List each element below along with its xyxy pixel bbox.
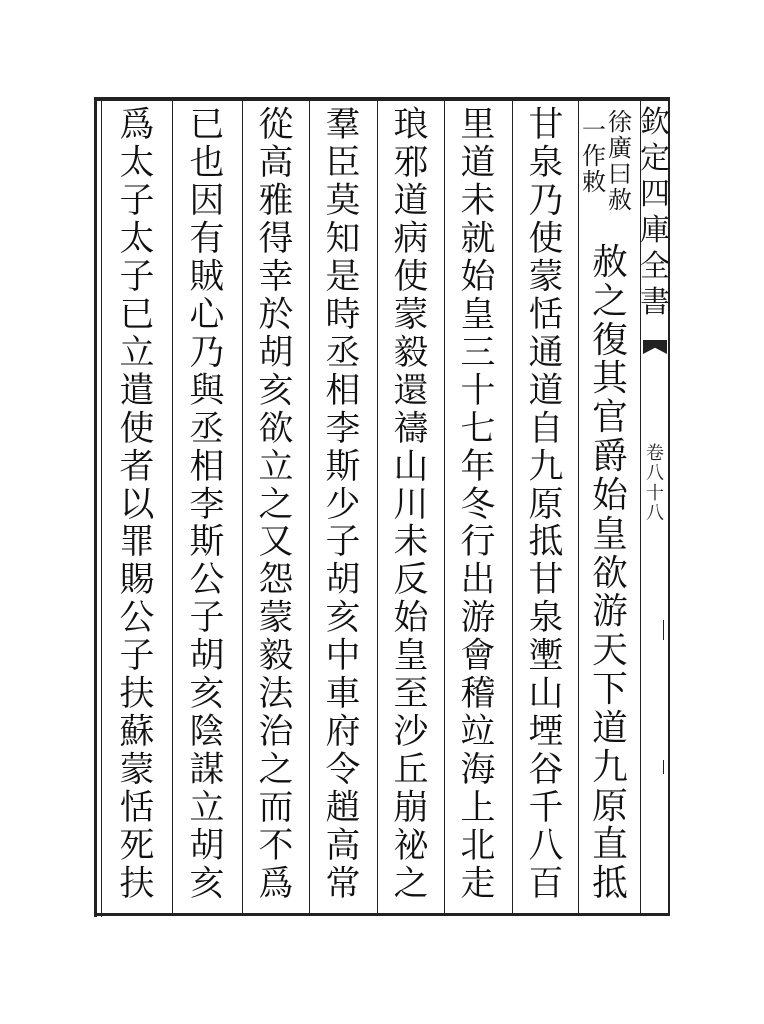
column-char: 已 [119,294,155,335]
column-char: 怨 [258,560,294,601]
margin-juan-char: 卷 [646,443,664,464]
column-char: 甘 [528,560,564,601]
column-char: 少 [325,484,361,525]
column-char: 蒙 [393,294,429,335]
column-char: 冬 [460,484,496,525]
column-char: 通 [528,332,564,373]
margin-juan-char: 八 [646,463,664,484]
column-char: 心 [189,294,225,335]
column-char: 稽 [460,674,496,715]
column-char: 游 [592,591,628,633]
column-divider [242,101,243,913]
column-char: 年 [460,446,496,487]
column-char: 是 [325,256,361,297]
column-char: 之 [592,280,628,322]
column-char: 欲 [258,408,294,449]
note-char: 赦 [608,186,632,214]
column-char: 相 [325,370,361,411]
column-char: 從 [258,105,294,145]
column-char: 謀 [189,750,225,791]
column-char: 北 [460,826,496,867]
column-char: 泉 [528,598,564,639]
column-char: 道 [393,180,429,221]
column-char: 爲 [119,105,155,145]
column-char: 里 [460,105,496,145]
column-char: 山 [528,674,564,715]
margin-title-char: 書 [640,285,670,320]
column-char: 高 [258,142,294,183]
note-char: 徐 [608,108,632,136]
column-char: 九 [528,446,564,487]
column-char: 恬 [119,788,155,829]
column-char: 至 [393,674,429,715]
column-char: 亥 [189,864,225,905]
column-char: 扶 [119,674,155,715]
column-char: 子 [119,636,155,677]
column-char: 其 [592,358,628,400]
column-char: 壍 [528,636,564,677]
column-char: 因 [189,180,225,221]
column-char: 知 [325,218,361,259]
column-char: 甘 [528,105,564,145]
column-char: 而 [258,788,294,829]
column-char: 恬 [528,294,564,335]
column-char: 川 [393,484,429,525]
column-char: 乃 [528,180,564,221]
column-char: 胡 [325,560,361,601]
margin-tick [663,760,664,774]
frame-bottom-rule [95,913,670,916]
column-char: 幸 [258,256,294,297]
column-char: 使 [393,256,429,297]
column-char: 相 [189,446,225,487]
column-char: 原 [592,785,628,827]
column-char: 山 [393,446,429,487]
column-char: 之 [258,750,294,791]
column-char: 立 [189,788,225,829]
column-char: 治 [258,712,294,753]
column-divider [172,101,173,913]
column-char: 毅 [258,636,294,677]
column-char: 道 [528,370,564,411]
column-char: 亥 [189,674,225,715]
column-char: 趙 [325,788,361,829]
column-char: 賜 [119,560,155,601]
column-char: 谷 [528,750,564,791]
column-char: 子 [119,180,155,221]
column-char: 九 [592,746,628,788]
column-char: 丞 [189,408,225,449]
column-divider [444,101,445,913]
column-char: 道 [460,142,496,183]
column-char: 又 [258,522,294,563]
note-char: 一 [582,116,606,144]
column-char: 斯 [325,446,361,487]
column-char: 子 [189,598,225,639]
column-char: 臣 [325,142,361,183]
column-char: 下 [592,669,628,711]
column-char: 於 [258,294,294,335]
column-char: 還 [393,370,429,411]
column-char: 行 [460,522,496,563]
column-char: 高 [325,826,361,867]
margin-title-char: 全 [640,249,670,284]
note-char: 作 [582,142,606,170]
column-char: 爵 [592,436,628,478]
column-char: 子 [119,256,155,297]
column-char: 禱 [393,408,429,449]
column-char: 與 [189,370,225,411]
column-char: 立 [119,332,155,373]
margin-title-char: 庫 [640,213,670,248]
column-char: 八 [528,826,564,867]
frame-left-rule-outer [94,97,97,917]
column-char: 死 [119,826,155,867]
column-char: 使 [528,218,564,259]
column-char: 中 [325,636,361,677]
column-char: 千 [528,788,564,829]
column-divider [512,101,513,913]
column-char: 皇 [592,513,628,555]
column-char: 太 [119,218,155,259]
margin-title-char: 定 [640,141,670,176]
column-char: 遣 [119,370,155,411]
column-char: 海 [460,750,496,791]
column-char: 始 [592,474,628,516]
column-char: 賊 [189,256,225,297]
column-char: 百 [528,864,564,905]
column-char: 亥 [325,598,361,639]
column-char: 斯 [189,522,225,563]
column-char: 之 [393,864,429,905]
column-char: 毅 [393,332,429,373]
column-char: 赦 [592,242,628,283]
column-char: 七 [460,408,496,449]
column-char: 道 [592,707,628,749]
column-char: 未 [460,180,496,221]
column-char: 直 [592,824,628,866]
column-char: 游 [460,598,496,639]
frame-left-rule-inner [101,97,102,917]
column-char: 始 [393,598,429,639]
column-divider [309,101,310,913]
column-char: 出 [460,560,496,601]
column-char: 抵 [528,522,564,563]
column-char: 原 [528,484,564,525]
column-char: 欲 [592,552,628,594]
column-char: 子 [325,522,361,563]
fish-tail-mark [643,340,667,354]
column-char: 有 [189,218,225,259]
column-char: 胡 [258,332,294,373]
column-char: 太 [119,142,155,183]
margin-tick [663,620,664,640]
column-char: 公 [119,598,155,639]
note-char: 廣 [608,134,632,162]
column-char: 府 [325,712,361,753]
column-char: 爲 [258,864,294,905]
column-char: 雅 [258,180,294,221]
margin-title-char: 四 [640,177,670,212]
column-char: 李 [189,484,225,525]
column-char: 堙 [528,712,564,753]
column-char: 法 [258,674,294,715]
column-char: 竝 [460,712,496,753]
column-char: 以 [119,484,155,525]
column-char: 令 [325,750,361,791]
column-char: 時 [325,294,361,335]
column-char: 之 [258,484,294,525]
column-char: 抵 [592,863,628,905]
column-char: 立 [258,446,294,487]
column-char: 始 [460,256,496,297]
frame-top-rule [95,97,670,101]
column-char: 使 [119,408,155,449]
margin-juan-char: 八 [646,503,664,524]
column-char: 李 [325,408,361,449]
column-char: 十 [460,370,496,411]
column-char: 胡 [189,826,225,867]
column-char: 不 [258,826,294,867]
column-char: 未 [393,522,429,563]
column-char: 常 [325,864,361,905]
column-char: 蘇 [119,712,155,753]
column-char: 邪 [393,142,429,183]
column-char: 官 [592,397,628,439]
column-char: 崩 [393,788,429,829]
column-char: 蒙 [119,750,155,791]
column-char: 走 [460,864,496,905]
column-char: 得 [258,218,294,259]
column-char: 莫 [325,180,361,221]
column-char: 反 [393,560,429,601]
column-char: 羣 [325,105,361,145]
column-char: 皇 [460,294,496,335]
column-divider [377,101,378,913]
column-char: 胡 [189,636,225,677]
column-char: 已 [189,105,225,145]
column-char: 復 [592,319,628,361]
column-char: 也 [189,142,225,183]
note-char: 敕 [582,168,606,196]
column-char: 罪 [119,522,155,563]
column-char: 琅 [393,105,429,145]
column-char: 三 [460,332,496,373]
note-char: 曰 [608,160,632,188]
column-char: 上 [460,788,496,829]
margin-juan-char: 十 [646,483,664,504]
column-char: 亥 [258,370,294,411]
margin-title-char: 欽 [640,105,670,140]
column-char: 自 [528,408,564,449]
column-char: 乃 [189,332,225,373]
column-char: 者 [119,446,155,487]
column-char: 病 [393,218,429,259]
column-char: 蒙 [258,598,294,639]
column-char: 就 [460,218,496,259]
column-char: 車 [325,674,361,715]
column-char: 蒙 [528,256,564,297]
column-char: 沙 [393,712,429,753]
column-char: 會 [460,636,496,677]
column-char: 祕 [393,826,429,867]
column-char: 扶 [119,864,155,905]
column-char: 皇 [393,636,429,677]
column-char: 丘 [393,750,429,791]
column-char: 天 [592,630,628,672]
column-char: 公 [189,560,225,601]
column-char: 泉 [528,142,564,183]
column-char: 陰 [189,712,225,753]
column-char: 丞 [325,332,361,373]
